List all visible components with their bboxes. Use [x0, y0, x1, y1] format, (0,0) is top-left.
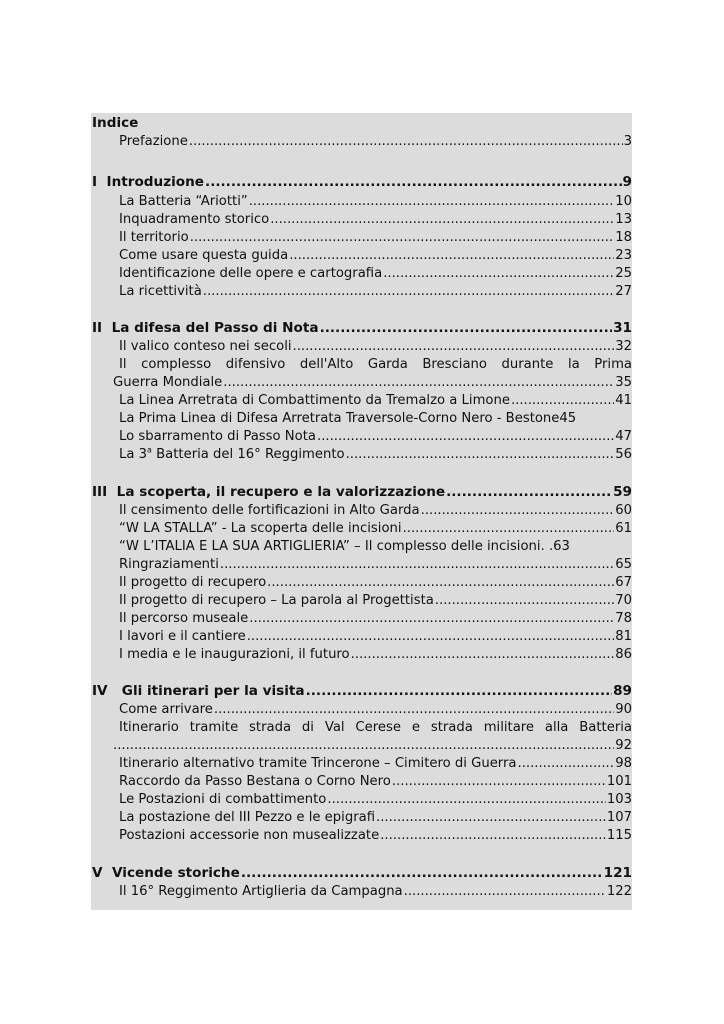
leader-dots	[249, 192, 615, 211]
leader-dots	[320, 319, 613, 338]
page-number: 9	[622, 174, 632, 190]
page-number: 3	[623, 134, 632, 149]
entry-label: Identificazione delle opere e cartografia	[119, 266, 383, 281]
leader-dots	[518, 754, 615, 773]
toc-entry[interactable]	[91, 700, 632, 719]
page-number: 78	[615, 611, 632, 626]
toc-entry[interactable]	[91, 246, 632, 265]
page-number: 32	[615, 339, 632, 354]
leader-dots	[293, 337, 615, 356]
toc-entry[interactable]	[91, 609, 632, 628]
page-number: 13	[615, 212, 632, 227]
entry-label: Lo sbarramento di Passo Nota	[119, 429, 316, 444]
leader-dots	[404, 882, 606, 901]
chapter-3-heading[interactable]	[91, 483, 632, 502]
entry-label: Il progetto di recupero – La parola al Progettista	[119, 593, 434, 608]
page-number: 25	[615, 266, 632, 281]
leader-dots	[247, 627, 615, 646]
entry-label: La ricettività	[119, 284, 202, 299]
entry-label: La 3$^a$ Batteria del 16° Reggimento	[119, 445, 345, 462]
toc-entry[interactable]	[91, 790, 632, 809]
toc-entry[interactable]	[91, 537, 632, 556]
page-number: 59	[613, 484, 632, 500]
leader-dots	[189, 132, 623, 151]
toc-entry[interactable]	[91, 808, 632, 827]
entry-label: III La scoperta, il recupero e la valorizzazione	[92, 484, 446, 500]
entry-label: Il censimento delle fortificazioni in Alto Garda	[119, 503, 420, 518]
entry-label: Ringraziamenti	[119, 557, 219, 572]
leader-dots	[446, 483, 612, 502]
leader-dots	[270, 210, 614, 229]
page-number: 41	[615, 393, 632, 408]
toc-entry[interactable]	[91, 228, 632, 247]
leader-dots	[249, 609, 614, 628]
toc-entry[interactable]	[91, 772, 632, 791]
leader-dots	[289, 246, 614, 265]
leader-dots	[214, 700, 614, 719]
entry-label: “W L’ITALIA E LA SUA ARTIGLIERIA” – Il complesso delle incisioni. .	[119, 539, 554, 554]
entry-label: Inquadramento storico	[119, 212, 270, 227]
toc-entry-line2[interactable]	[91, 373, 632, 392]
toc-entry[interactable]	[91, 555, 632, 574]
toc-entry[interactable]	[91, 192, 632, 211]
page-number: 35	[615, 375, 632, 390]
leader-dots	[306, 682, 612, 701]
page-number: 67	[615, 575, 632, 590]
entry-label: Guerra Mondiale	[113, 375, 223, 390]
leader-dots	[421, 501, 615, 520]
entry-label: V Vicende storiche	[92, 865, 240, 881]
toc-entry[interactable]	[91, 501, 632, 520]
entry-label: “W LA STALLA” - La scoperta delle incisioni	[119, 521, 402, 536]
toc-entry[interactable]	[91, 519, 632, 538]
toc-entry[interactable]	[91, 264, 632, 283]
toc-entry[interactable]	[91, 573, 632, 592]
toc-entry[interactable]	[91, 591, 632, 610]
leader-dots	[351, 645, 615, 664]
leader-dots	[511, 391, 614, 410]
toc-entry-line2[interactable]	[91, 736, 632, 755]
chapter-2-heading[interactable]	[91, 319, 632, 338]
leader-dots	[380, 826, 606, 845]
toc-entry[interactable]	[91, 427, 632, 446]
entry-label: La postazione del III Pezzo e le epigrafi	[119, 810, 376, 825]
page-number: 122	[606, 884, 632, 899]
entry-label: Raccordo da Passo Bestana o Corno Nero	[119, 774, 391, 789]
toc-entry[interactable]	[91, 337, 632, 356]
page-number: 81	[615, 629, 632, 644]
page-number: 101	[606, 774, 632, 789]
page-number: 63	[553, 539, 570, 554]
entry-label: I Introduzione	[92, 174, 205, 190]
entry-label: II La difesa del Passo di Nota	[92, 320, 319, 336]
leader-dots	[241, 864, 603, 883]
leader-dots	[376, 808, 606, 827]
leader-dots	[403, 519, 615, 538]
leader-dots	[317, 427, 614, 446]
page-number: 90	[615, 702, 632, 717]
entry-label: Itinerario alternativo tramite Trincerone – Cimitero di Guerra	[119, 756, 517, 771]
toc-entry[interactable]	[91, 210, 632, 229]
leader-dots	[327, 790, 605, 809]
entry-label: I media e le inaugurazioni, il futuro	[119, 647, 350, 662]
toc-entry[interactable]	[91, 882, 632, 901]
entry-label: Le Postazioni di combattimento	[119, 792, 327, 807]
leader-dots	[220, 555, 614, 574]
entry-label: Prefazione	[119, 134, 188, 149]
page-number: 103	[606, 792, 632, 807]
leader-dots	[383, 264, 614, 283]
entry-label: Il percorso museale	[119, 611, 249, 626]
toc-entry[interactable]	[91, 391, 632, 410]
leader-dots	[223, 373, 614, 392]
leader-dots	[190, 228, 615, 247]
entry-label: Il territorio	[119, 230, 189, 245]
page-number: 47	[615, 429, 632, 444]
leader-dots	[203, 282, 614, 301]
page-number: 31	[613, 320, 632, 336]
page-number: 60	[615, 503, 632, 518]
entry-label: La Batteria “Ariotti”	[119, 194, 248, 209]
page-number: 65	[615, 557, 632, 572]
page-number: 23	[615, 248, 632, 263]
entry-label: La Prima Linea di Difesa Arretrata Traversole-Corno Nero - Bestone	[119, 411, 560, 426]
page-number: 92	[615, 738, 632, 753]
entry-label: IV Gli itinerari per la visita	[92, 683, 305, 699]
toc-title	[91, 114, 632, 133]
entry-label: Postazioni accessorie non musealizzate	[119, 828, 380, 843]
entry-label: Come arrivare	[119, 702, 213, 717]
page-number: 115	[606, 828, 632, 843]
page-number: 86	[615, 647, 632, 662]
entry-label: La Linea Arretrata di Combattimento da Tremalzo a Limone	[119, 393, 510, 408]
leader-dots	[392, 772, 606, 791]
leader-dots	[435, 591, 614, 610]
entry-label: Il 16° Reggimento Artiglieria da Campagna	[119, 884, 403, 899]
page-number: 98	[615, 756, 632, 771]
toc-entry[interactable]	[91, 282, 632, 301]
table-of-contents	[91, 113, 632, 910]
leader-dots	[113, 736, 614, 755]
page-number: 89	[613, 683, 632, 699]
toc-entry[interactable]	[91, 445, 632, 464]
entry-label: Il valico conteso nei secoli	[119, 339, 292, 354]
toc-title-text: Indice	[92, 115, 139, 131]
entry-label: Il progetto di recupero	[119, 575, 267, 590]
toc-entry[interactable]	[91, 754, 632, 773]
page-number: 10	[615, 194, 632, 209]
toc-entry[interactable]	[91, 645, 632, 664]
chapter-5-heading[interactable]	[91, 864, 632, 883]
page-number: 45	[559, 411, 577, 426]
entry-label: Come usare questa guida	[119, 248, 289, 263]
entry-label: I lavori e il cantiere	[119, 629, 246, 644]
page-number: 56	[615, 447, 632, 462]
page-number: 27	[615, 284, 632, 299]
toc-entry[interactable]	[91, 826, 632, 845]
toc-entry[interactable]	[91, 627, 632, 646]
chapter-1-heading[interactable]	[91, 173, 632, 192]
toc-entry-line1[interactable]: Itinerario tramite strada di Val Cerese e strada militare alla Batteria	[119, 720, 632, 735]
toc-entry[interactable]	[91, 409, 632, 428]
toc-entry-prefazione[interactable]	[91, 132, 632, 151]
page-number: 18	[615, 230, 632, 245]
chapter-4-heading[interactable]	[91, 682, 632, 701]
toc-entry-line1[interactable]: Il complesso difensivo dell'Alto Garda Bresciano durante la Prima	[119, 357, 632, 372]
page-number: 70	[615, 593, 632, 608]
page-number: 61	[615, 521, 632, 536]
leader-dots	[346, 445, 615, 464]
leader-dots	[205, 173, 622, 192]
page-number: 107	[606, 810, 632, 825]
leader-dots	[267, 573, 614, 592]
page-number: 121	[603, 865, 632, 881]
